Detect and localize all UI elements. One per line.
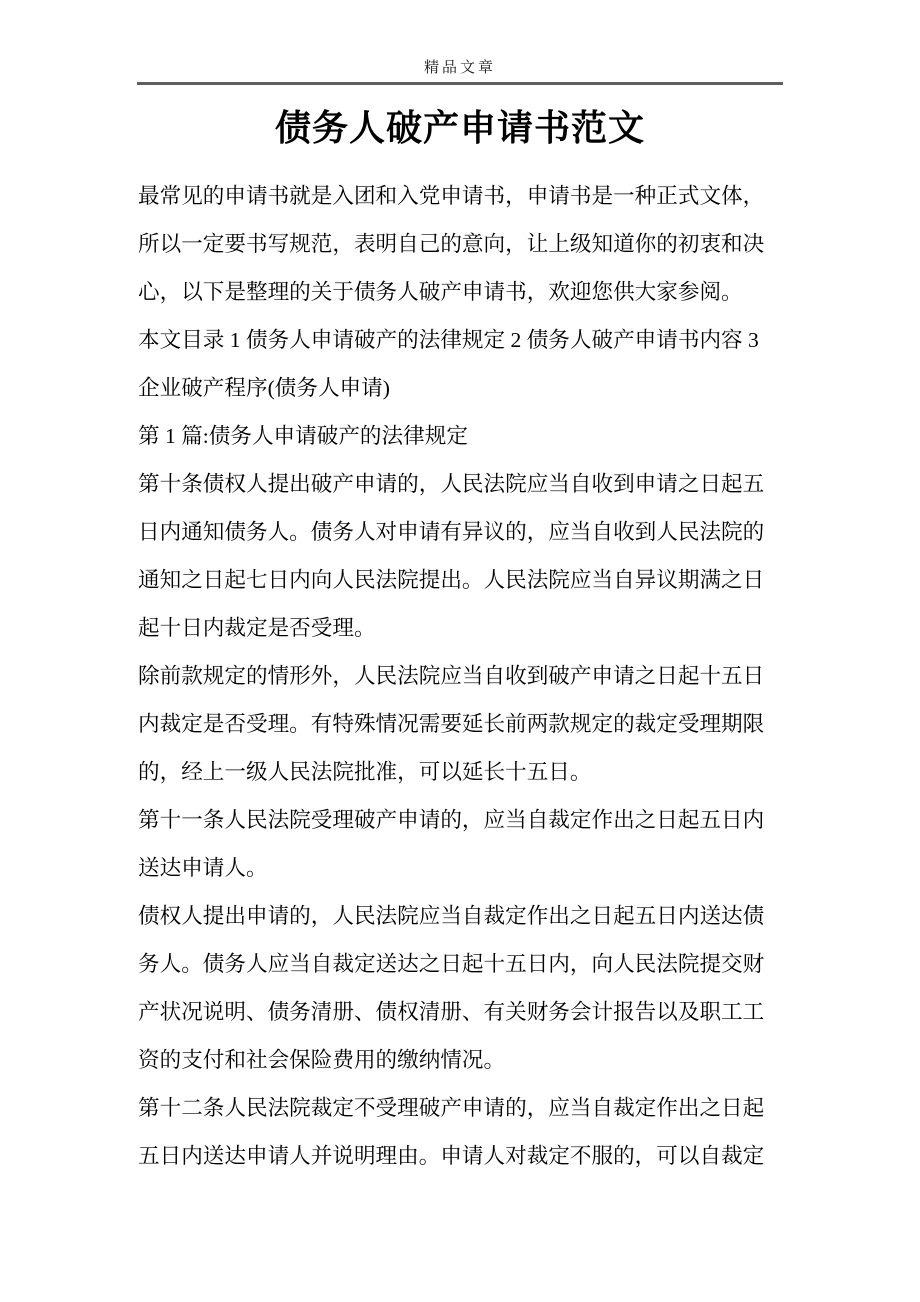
page-header xyxy=(137,0,783,85)
text-line: 所以一定要书写规范，表明自己的意向，让上级知道你的初衷和决 xyxy=(138,232,765,256)
paragraph xyxy=(138,412,920,460)
text-line: 第十一条人民法院受理破产申请的，应当自裁定作出之日起五日内 xyxy=(138,808,765,832)
text-line: 内裁定是否受理。有特殊情况需要延长前两款规定的裁定受理期限 xyxy=(138,712,765,736)
text-line: 心，以下是整理的关于债务人破产申请书，欢迎您供大家参阅。 xyxy=(138,280,743,304)
header-divider xyxy=(137,82,783,85)
text-line: 日内通知债务人。债务人对申请有异议的，应当自收到人民法院的 xyxy=(138,520,765,544)
text-line: 的，经上一级人民法院批准，可以延长十五日。 xyxy=(138,760,592,784)
header-watermark: 精品文章 xyxy=(423,60,496,76)
paragraph xyxy=(138,316,920,412)
paragraph xyxy=(138,1084,920,1180)
text-line: 第 1 篇:债务人申请破产的法律规定 xyxy=(138,424,468,448)
text-line: 第十条债权人提出破产申请的，人民法院应当自收到申请之日起五 xyxy=(138,472,765,496)
paragraph xyxy=(138,172,920,316)
document-title: 债务人破产申请书范文 xyxy=(274,108,645,148)
text-line: 本文目录 1 债务人申请破产的法律规定 2 债务人破产申请书内容 3 xyxy=(138,328,759,352)
text-line: 资的支付和社会保险费用的缴纳情况。 xyxy=(138,1048,506,1072)
text-line: 企业破产程序(债务人申请) xyxy=(138,376,390,400)
text-line: 务人。债务人应当自裁定送达之日起十五日内，向人民法院提交财 xyxy=(138,952,765,976)
paragraph xyxy=(138,796,920,892)
text-line: 债权人提出申请的，人民法院应当自裁定作出之日起五日内送达债 xyxy=(138,904,765,928)
document-body xyxy=(138,172,920,1180)
text-line: 起十日内裁定是否受理。 xyxy=(138,616,376,640)
text-line: 通知之日起七日内向人民法院提出。人民法院应当自异议期满之日 xyxy=(138,568,765,592)
paragraph xyxy=(138,652,920,796)
paragraph xyxy=(138,892,920,1084)
text-line: 送达申请人。 xyxy=(138,856,268,880)
paragraph xyxy=(138,460,920,652)
text-line: 除前款规定的情形外，人民法院应当自收到破产申请之日起十五日 xyxy=(138,664,765,688)
text-line: 产状况说明、债务清册、债权清册、有关财务会计报告以及职工工 xyxy=(138,1000,765,1024)
text-line: 五日内送达申请人并说明理由。申请人对裁定不服的，可以自裁定 xyxy=(138,1144,765,1168)
text-line: 第十二条人民法院裁定不受理破产申请的，应当自裁定作出之日起 xyxy=(138,1096,765,1120)
text-line: 最常见的申请书就是入团和入党申请书，申请书是一种正式文体， xyxy=(138,184,765,208)
